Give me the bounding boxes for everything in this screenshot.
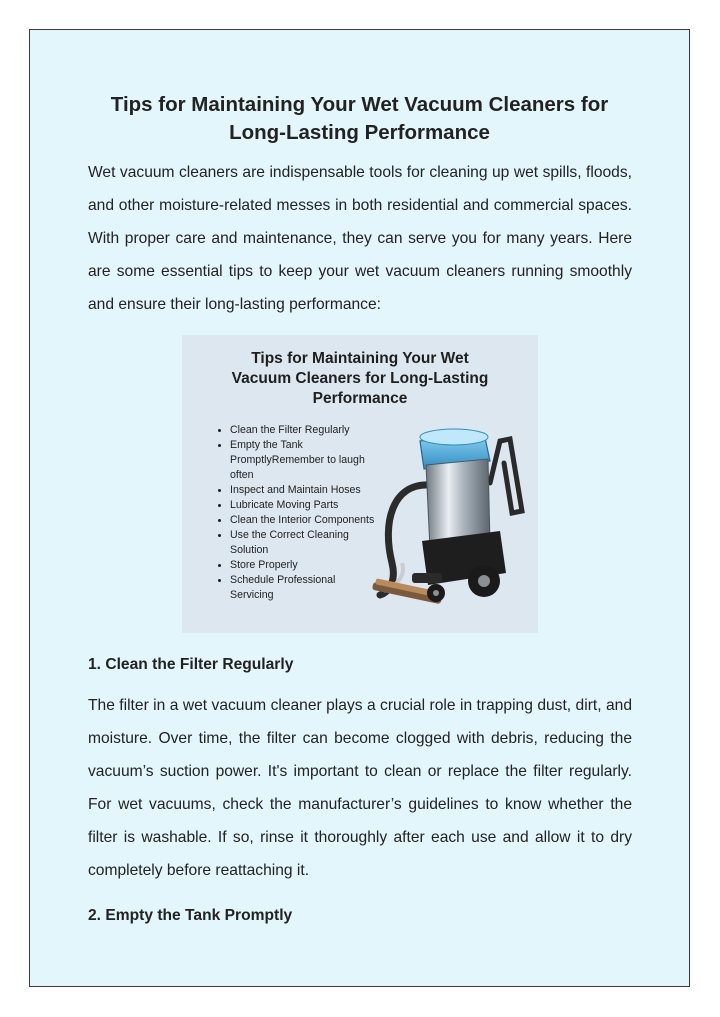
infographic-tip: • Schedule Professional Servicing — [230, 573, 380, 603]
page-title-line-1: Tips for Maintaining Your Wet Vacuum Cleaners for — [110, 93, 609, 116]
document-page — [29, 29, 690, 987]
infographic-title-line-1: Tips for Maintaining Your Wet — [251, 350, 469, 367]
infographic-image — [182, 335, 538, 633]
infographic-tip: • Empty the Tank PromptlyRemember to laugh often — [230, 438, 380, 483]
infographic-tip: • Store Properly — [230, 558, 380, 573]
infographic-tip: • Inspect and Maintain Hoses — [230, 483, 380, 498]
page-title-line-2: Long-Lasting Performance — [229, 121, 490, 144]
infographic-title-line-2: Vacuum Cleaners for Long-Lasting — [231, 370, 489, 387]
page-title — [30, 91, 689, 147]
infographic-tip: • Lubricate Moving Parts — [230, 498, 380, 513]
infographic-tip: • Clean the Filter Regularly — [230, 423, 380, 438]
infographic-tip: • Clean the Interior Components — [230, 513, 380, 528]
section-2-heading: 2. Empty the Tank Promptly — [88, 907, 293, 924]
infographic-title — [182, 349, 538, 409]
infographic-title-line-3: Performance — [312, 390, 408, 407]
infographic-tip-list — [218, 423, 380, 603]
intro-paragraph: Wet vacuum cleaners are indispensable tools for cleaning up wet spills, floods, and other moisture-related messes in both residential and commercial spaces. With proper care and maintenance, they can serve you for many years. Here are some essential tips to keep your wet vacuum cleaners running smoothly and ensure their long-lasting performance: — [88, 164, 632, 313]
section-1-paragraph: The filter in a wet vacuum cleaner plays a crucial role in trapping dust, dirt, and moisture. Over time, the filter can become clogged with debris, reducing the vacuum’s suction power. It's important to clean or replace the filter regularly. For wet vacuums, check the manufacturer’s guidelines to know whether the filter is washable. If so, rinse it thoroughly after each use and allow it to dry completely before reattaching it. — [88, 697, 632, 879]
wet-vacuum-illustration — [372, 413, 532, 628]
infographic-tip: • Use the Correct Cleaning Solution — [230, 528, 380, 558]
section-1-heading: 1. Clean the Filter Regularly — [88, 656, 294, 673]
